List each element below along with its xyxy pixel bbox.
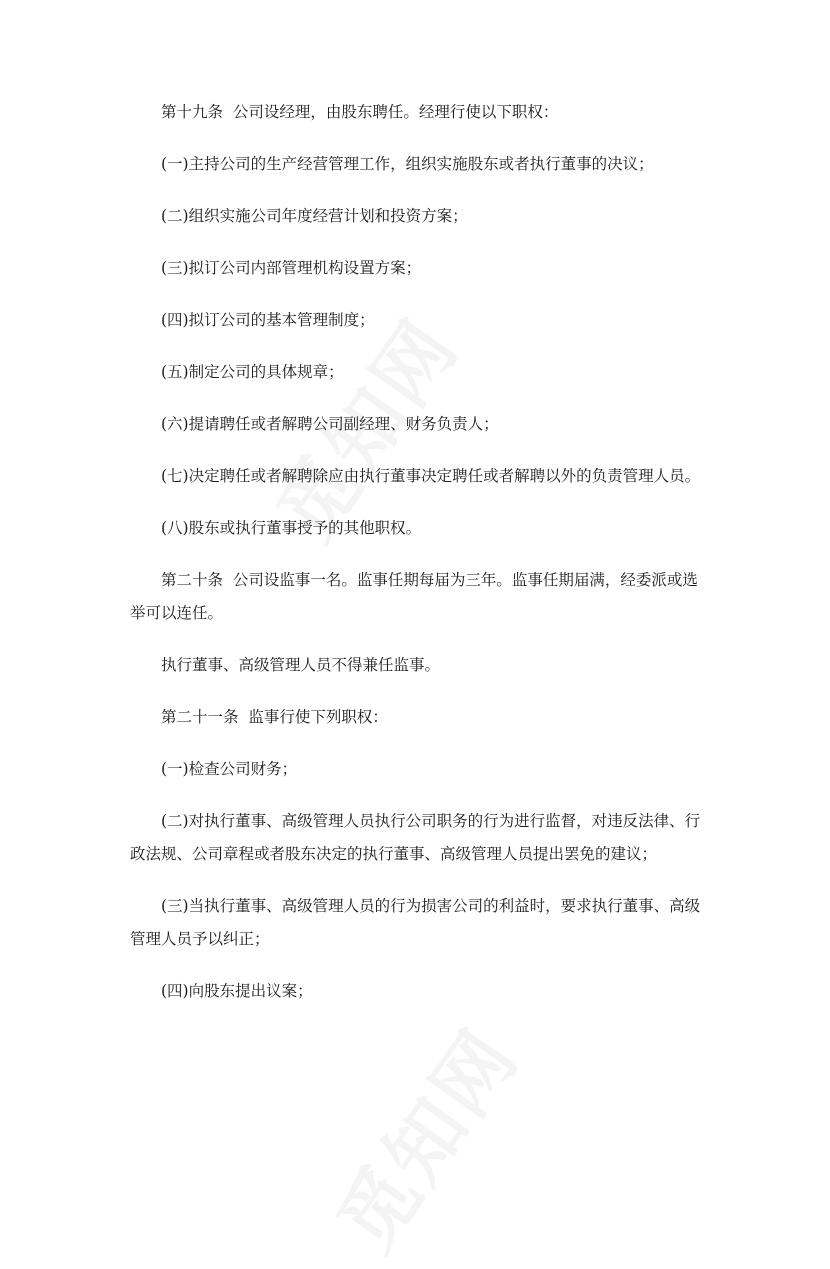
article-21-item-4: (四)向股东提出议案； (161, 982, 313, 1000)
article-19-item-3: (三)拟订公司内部管理机构设置方案； (161, 259, 422, 277)
watermark (307, 1003, 540, 1269)
article-19-heading: 第十九条 公司设经理，由股东聘任。经理行使以下职权： (161, 103, 559, 121)
article-19-item-6: (六)提请聘任或者解聘公司副经理、财务负责人； (161, 415, 499, 433)
document-body (130, 96, 710, 1008)
article-19-item-2: (二)组织实施公司年度经营计划和投资方案； (161, 207, 468, 225)
article-20-clause: 执行董事、高级管理人员不得兼任监事。 (161, 656, 441, 674)
article-20-heading: 第二十条 公司设监事一名。监事任期每届为三年。监事任期届满，经委派或选举可以连任。 (130, 571, 698, 622)
article-19-item-1: (一)主持公司的生产经营管理工作，组织实施股东或者执行董事的决议； (161, 155, 654, 173)
article-21-item-2: (二)对执行董事、高级管理人员执行公司职务的行为进行监督，对违反法律、行政法规、公司章程或者股东决定的执行董事、高级管理人员提出罢免的建议； (130, 812, 701, 863)
article-21-item-1: (一)检查公司财务； (161, 760, 298, 778)
article-21-heading: 第二十一条 监事行使下列职权： (161, 708, 388, 726)
article-19-item-8: (八)股东或执行董事授予的其他职权。 (161, 519, 422, 537)
article-21-item-3: (三)当执行董事、高级管理人员的行为损害公司的利益时，要求执行董事、高级管理人员予以纠正； (130, 897, 701, 948)
article-19-item-4: (四)拟订公司的基本管理制度； (161, 311, 375, 329)
article-19-item-7: (七)决定聘任或者解聘除应由执行董事决定聘任或者解聘以外的负责管理人员。 (161, 467, 701, 485)
article-19-item-5: (五)制定公司的具体规章； (161, 363, 344, 381)
